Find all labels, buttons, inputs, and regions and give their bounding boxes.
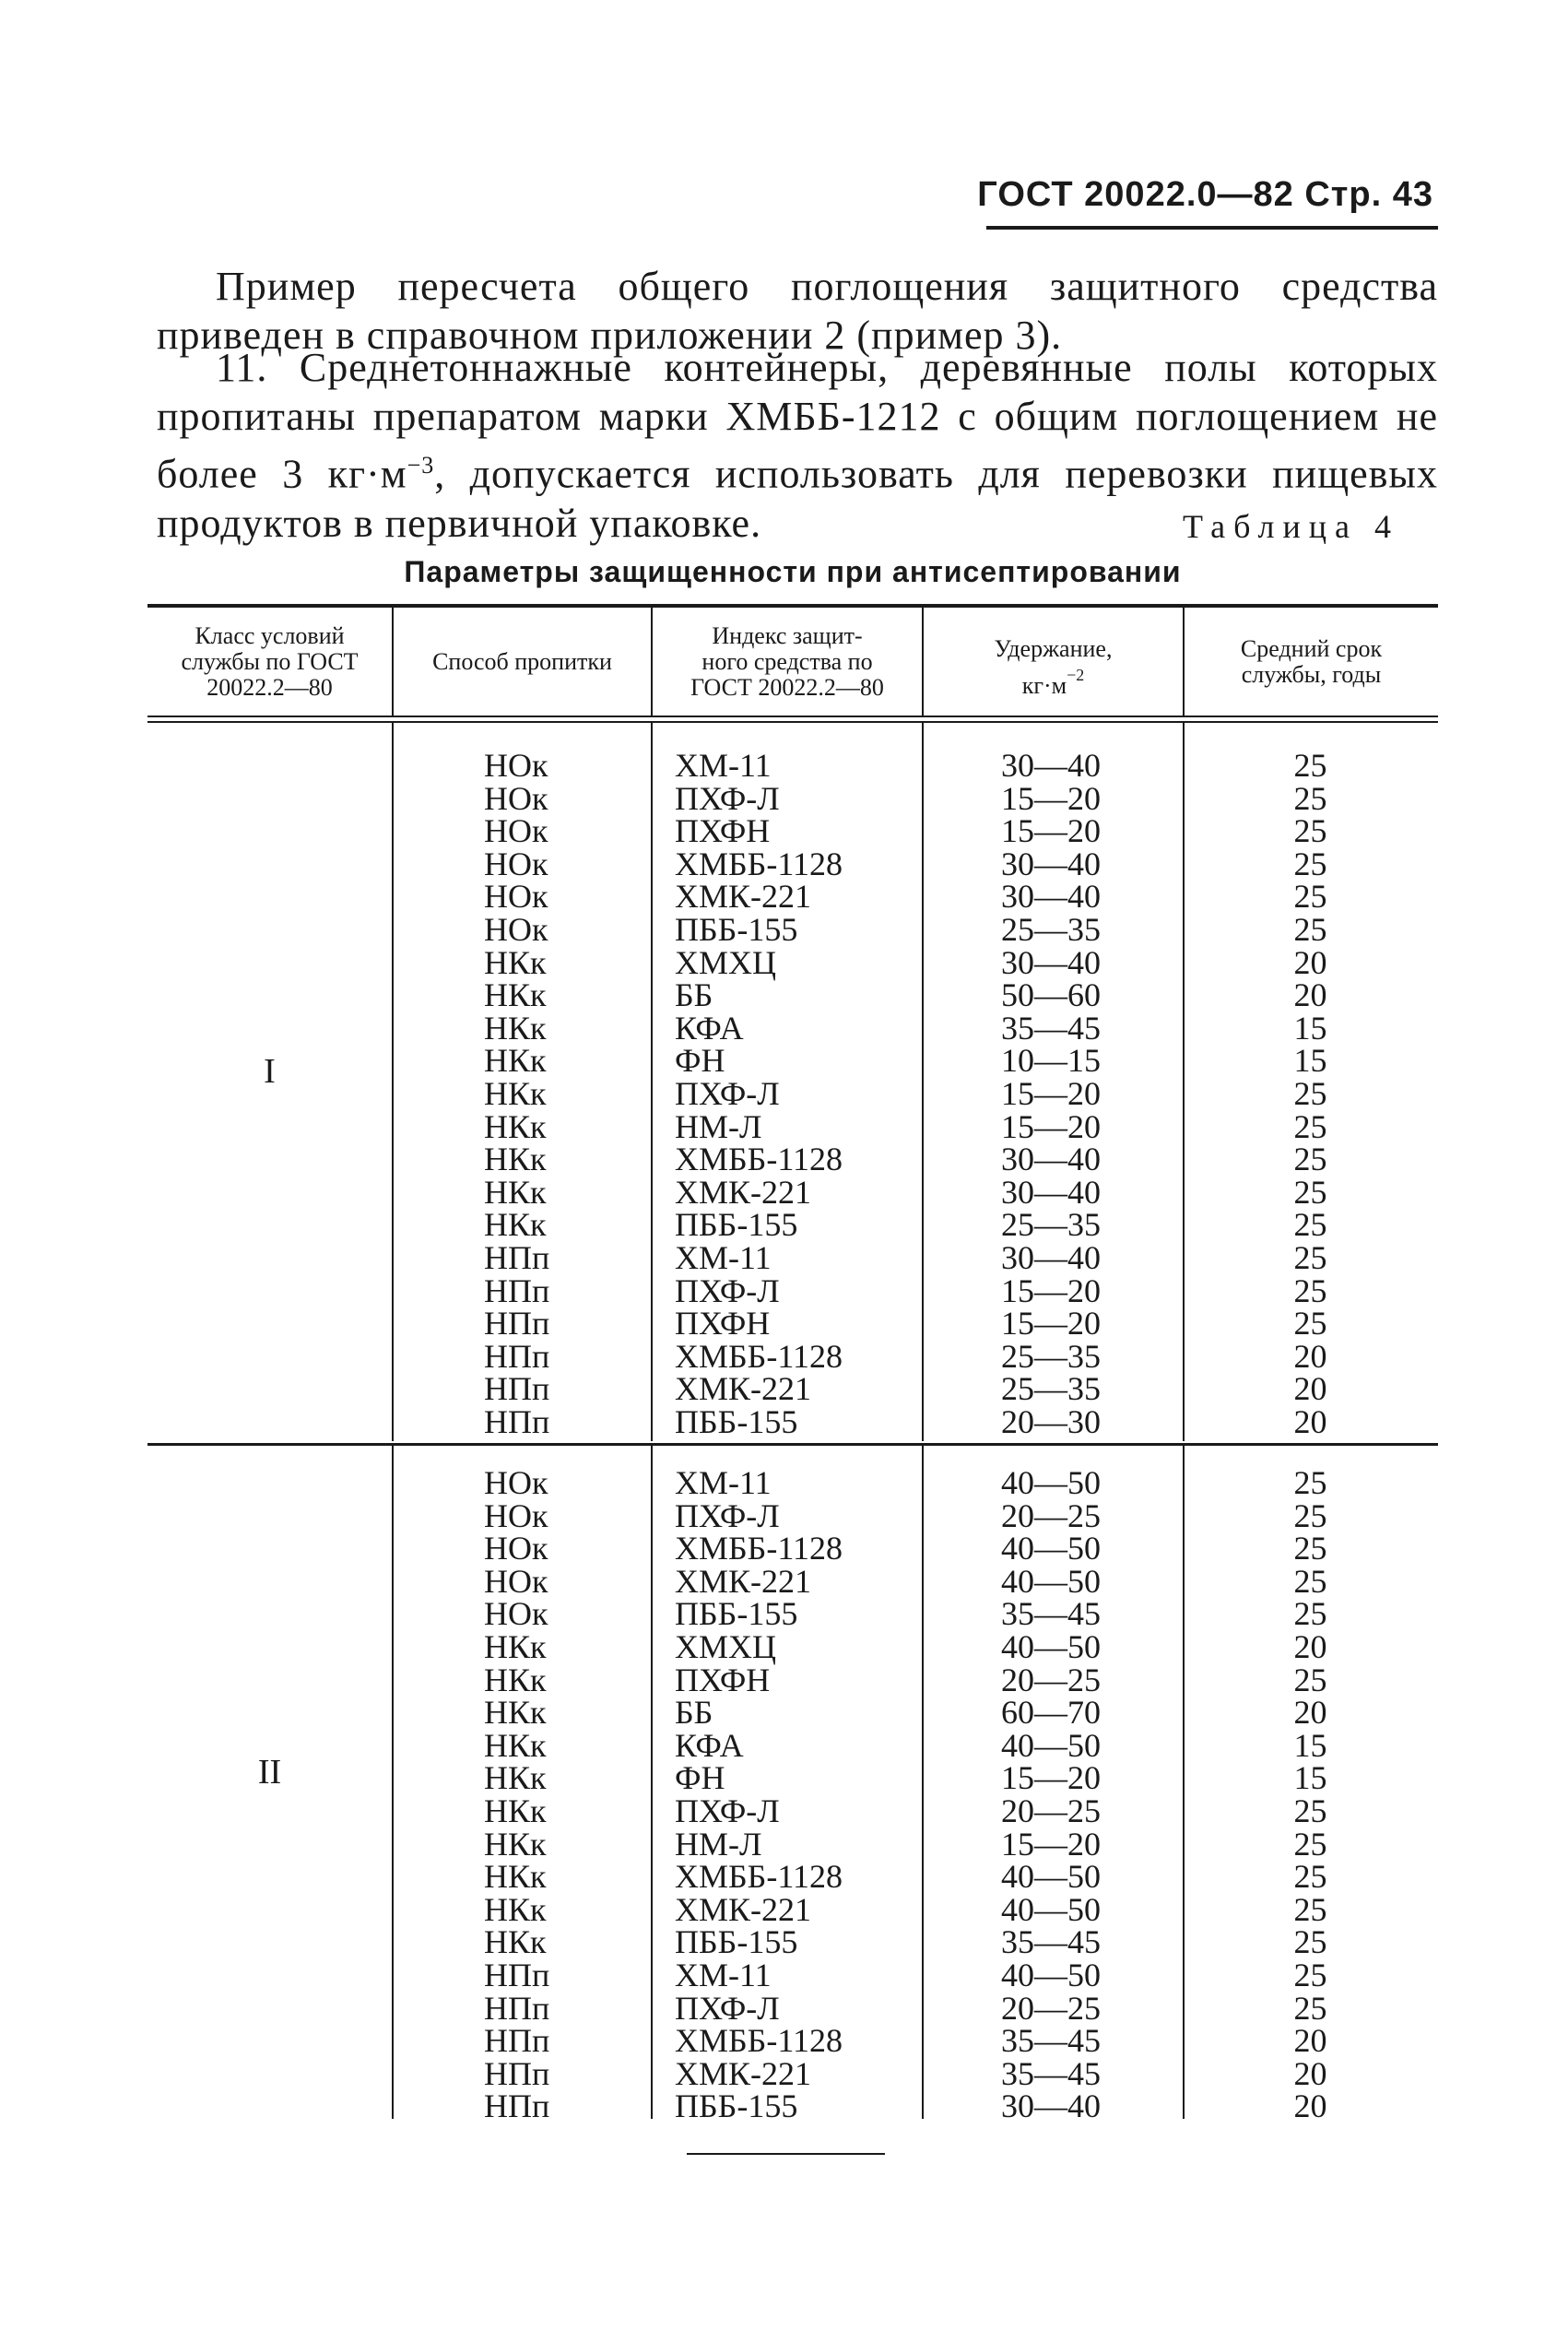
cell-method: НКк <box>484 1726 547 1764</box>
paragraph-example: Пример пересчета общего поглощения защитного средства приведен в справочном приложении 2 (пример 3). <box>157 264 1438 358</box>
table-row <box>0 913 1568 946</box>
table-row <box>0 1759 1568 1797</box>
cell-method: НОк <box>484 812 548 850</box>
cell-method: НОк <box>484 1496 548 1534</box>
header-class-line-1: Класс условий <box>195 622 345 649</box>
cell-index: ХМББ-1128 <box>675 1337 843 1375</box>
header-life <box>1185 636 1438 688</box>
cell-life: 25 <box>1293 1825 1327 1863</box>
cell-index: ХМ-11 <box>675 1464 772 1501</box>
cell-method: НПп <box>484 1989 550 2027</box>
cell-index: ХМ-11 <box>675 747 772 784</box>
cell-life: 25 <box>1293 1923 1327 1961</box>
paragraph-clause-11-exponent: −3 <box>407 452 435 479</box>
table-row <box>0 943 1568 981</box>
cell-index: ПХФН <box>675 1661 771 1698</box>
cell-index: ХМББ-1128 <box>675 845 843 882</box>
table-row <box>0 1562 1568 1600</box>
cell-retention: 40—50 <box>1001 1726 1101 1764</box>
header-life-line-1: Средний срок <box>1240 635 1383 662</box>
header-index-line-1: Индекс защит- <box>712 622 863 649</box>
class-label: I <box>264 1052 276 1091</box>
cell-index: ХМК-221 <box>675 1370 812 1408</box>
cell-index: ПББ-155 <box>675 2088 798 2125</box>
cell-method: НПп <box>484 1239 550 1276</box>
cell-method: НКк <box>484 1923 547 1961</box>
cell-life: 15 <box>1293 1042 1327 1080</box>
table-row <box>0 779 1568 817</box>
header-class-line-3: 20022.2—80 <box>206 674 333 701</box>
cell-retention: 30—40 <box>1001 1173 1101 1211</box>
cell-index: ПХФ-Л <box>675 1271 780 1309</box>
cell-retention: 25—35 <box>1001 911 1101 948</box>
cell-method: НОк <box>484 878 548 916</box>
cell-index: ПХФ-Л <box>675 779 780 817</box>
cell-life: 25 <box>1293 1792 1327 1829</box>
cell-index: ХМ-11 <box>675 1239 772 1276</box>
header-index-line-3: ГОСТ 20022.2—80 <box>690 674 884 701</box>
cell-method: НОк <box>484 747 548 784</box>
cell-method: НПп <box>484 1957 550 1993</box>
table-row <box>0 1858 1568 1896</box>
cell-index: ХМК-221 <box>675 2054 812 2092</box>
cell-index: ХМББ-1128 <box>675 1858 843 1896</box>
table-row <box>0 1307 1568 1340</box>
table-row <box>0 1077 1568 1110</box>
cell-retention: 40—50 <box>1001 1530 1101 1567</box>
cell-index: НМ-Л <box>675 1107 762 1145</box>
paragraph-clause-11-part1: 11. Среднетоннажные контейнеры, деревянные полы которых пропитаны препаратом марки ХМББ-1212 с общим поглощением не более 3 кг·м <box>157 345 1438 497</box>
table-row <box>0 1726 1568 1764</box>
cell-method: НКк <box>484 1141 547 1178</box>
table-row <box>0 847 1568 881</box>
cell-life: 25 <box>1293 1075 1327 1112</box>
cell-retention: 10—15 <box>1001 1042 1101 1080</box>
cell-index: ХМК-221 <box>675 878 812 916</box>
cell-life: 25 <box>1293 1464 1327 1501</box>
cell-method: НОк <box>484 779 548 817</box>
header-class-line-2: службы по ГОСТ <box>181 648 359 675</box>
table-row <box>0 1630 1568 1663</box>
table-row <box>0 1142 1568 1176</box>
table-row <box>0 1011 1568 1045</box>
header-retention-unit: кг·м <box>1021 672 1067 699</box>
table-row <box>0 1989 1568 2027</box>
cell-index: ФН <box>675 1042 725 1080</box>
header-life-line-2: службы, годы <box>1241 661 1382 688</box>
cell-life: 25 <box>1293 1496 1327 1534</box>
cell-method: НКк <box>484 1009 547 1047</box>
cell-method: НПп <box>484 1403 550 1440</box>
table-row <box>0 976 1568 1014</box>
cell-life: 25 <box>1293 1858 1327 1896</box>
cell-life: 20 <box>1293 1337 1327 1375</box>
cell-retention: 15—20 <box>1001 1271 1101 1309</box>
header-class <box>147 623 392 701</box>
cell-life: 25 <box>1293 1206 1327 1244</box>
cell-method: НКк <box>484 1825 547 1863</box>
table-row <box>0 1271 1568 1309</box>
table-label: Таблица 4 <box>1183 508 1399 545</box>
cell-retention: 35—45 <box>1001 1923 1101 1961</box>
table-row <box>0 1206 1568 1244</box>
header-retention-line-2 <box>924 662 1183 699</box>
cell-method: НПп <box>484 2054 550 2092</box>
cell-index: КФА <box>675 1726 744 1764</box>
cell-index: ПХФ-Л <box>675 1496 780 1534</box>
cell-retention: 15—20 <box>1001 1305 1101 1342</box>
cell-retention: 20—25 <box>1001 1661 1101 1698</box>
cell-retention: 25—35 <box>1001 1337 1101 1375</box>
table-row <box>0 2089 1568 2123</box>
table-title: Параметры защищенности при антисептировании <box>404 555 1182 588</box>
cell-method: НОк <box>484 1530 548 1567</box>
cell-retention: 40—50 <box>1001 1957 1101 1993</box>
cell-method: НПп <box>484 1271 550 1309</box>
table-top-rule <box>147 604 1438 608</box>
cell-index: ХМК-221 <box>675 1562 812 1600</box>
page-header: ГОСТ 20022.0—82 Стр. 43 <box>977 175 1433 214</box>
table-row <box>0 1496 1568 1534</box>
cell-life: 25 <box>1293 1595 1327 1633</box>
cell-retention: 30—40 <box>1001 2088 1101 2125</box>
cell-retention: 15—20 <box>1001 1759 1101 1797</box>
cell-method: НКк <box>484 1694 547 1732</box>
cell-life: 20 <box>1293 1403 1327 1440</box>
cell-retention: 40—50 <box>1001 1464 1101 1501</box>
cell-method: НПп <box>484 1337 550 1375</box>
header-retention-line-1: Удержание, <box>994 635 1113 662</box>
cell-index: ПББ-155 <box>675 1595 798 1633</box>
cell-retention: 25—35 <box>1001 1206 1101 1244</box>
cell-method: НОк <box>484 1464 548 1501</box>
table-row <box>0 1532 1568 1565</box>
cell-index: ПХФ-Л <box>675 1075 780 1112</box>
table-row <box>0 1890 1568 1928</box>
cell-life: 25 <box>1293 1271 1327 1309</box>
end-of-table-rule <box>687 2153 885 2155</box>
header-method-label: Способ пропитки <box>432 648 612 675</box>
table-row <box>0 1173 1568 1211</box>
cell-method: НОк <box>484 845 548 882</box>
cell-life: 25 <box>1293 1305 1327 1342</box>
cell-method: НПп <box>484 2088 550 2125</box>
header-retention-exponent: −2 <box>1067 666 1085 684</box>
table-row <box>0 1694 1568 1732</box>
cell-retention: 15—20 <box>1001 812 1101 850</box>
cell-method: НПп <box>484 1305 550 1342</box>
cell-index: ПХФ-Л <box>675 1792 780 1829</box>
cell-life: 25 <box>1293 1890 1327 1928</box>
table-row <box>0 2054 1568 2092</box>
cell-method: НКк <box>484 1890 547 1928</box>
cell-method: НКк <box>484 1206 547 1244</box>
cell-retention: 50—60 <box>1001 976 1101 1014</box>
table-row <box>0 878 1568 916</box>
cell-method: НКк <box>484 1628 547 1665</box>
header-retention <box>924 636 1183 699</box>
cell-retention: 25—35 <box>1001 1370 1101 1408</box>
table-row <box>0 1337 1568 1375</box>
table-row <box>0 1370 1568 1408</box>
cell-index: ХМК-221 <box>675 1173 812 1211</box>
cell-index: ПББ-155 <box>675 1403 798 1440</box>
cell-life: 20 <box>1293 976 1327 1014</box>
cell-life: 25 <box>1293 1173 1327 1211</box>
cell-index: ПХФ-Л <box>675 1989 780 2027</box>
cell-index: ПХФН <box>675 1305 771 1342</box>
cell-life: 20 <box>1293 943 1327 981</box>
cell-life: 20 <box>1293 2054 1327 2092</box>
cell-retention: 40—50 <box>1001 1628 1101 1665</box>
cell-retention: 30—40 <box>1001 747 1101 784</box>
cell-retention: 40—50 <box>1001 1890 1101 1928</box>
cell-life: 25 <box>1293 1530 1327 1567</box>
table-row <box>0 1042 1568 1080</box>
cell-method: НПп <box>484 1370 550 1408</box>
cell-life: 25 <box>1293 812 1327 850</box>
cell-retention: 35—45 <box>1001 2054 1101 2092</box>
cell-retention: 35—45 <box>1001 1009 1101 1047</box>
cell-retention: 40—50 <box>1001 1562 1101 1600</box>
cell-life: 15 <box>1293 1726 1327 1764</box>
class-label: II <box>257 1753 282 1792</box>
cell-retention: 30—40 <box>1001 878 1101 916</box>
group-separator-rule <box>147 1443 1438 1446</box>
cell-life: 25 <box>1293 1661 1327 1698</box>
table-row <box>0 1595 1568 1633</box>
cell-life: 25 <box>1293 1957 1327 1993</box>
cell-retention: 35—45 <box>1001 2022 1101 2060</box>
cell-method: НКк <box>484 1173 547 1211</box>
table-row <box>0 1923 1568 1961</box>
cell-method: НПп <box>484 2022 550 2060</box>
cell-retention: 30—40 <box>1001 1141 1101 1178</box>
cell-method: НКк <box>484 1661 547 1698</box>
cell-index: НМ-Л <box>675 1825 762 1863</box>
cell-index: ПХФН <box>675 812 771 850</box>
cell-method: НКк <box>484 1858 547 1896</box>
header-index <box>653 623 922 701</box>
cell-life: 25 <box>1293 1989 1327 2027</box>
cell-retention: 20—25 <box>1001 1792 1101 1829</box>
cell-retention: 30—40 <box>1001 1239 1101 1276</box>
cell-life: 25 <box>1293 845 1327 882</box>
cell-life: 25 <box>1293 1141 1327 1178</box>
cell-method: НОк <box>484 1562 548 1600</box>
cell-life: 25 <box>1293 1562 1327 1600</box>
cell-index: ПББ-155 <box>675 1206 798 1244</box>
cell-life: 25 <box>1293 779 1327 817</box>
cell-life: 20 <box>1293 1628 1327 1665</box>
table-header-rule-2 <box>147 721 1438 723</box>
table-row <box>0 1958 1568 1992</box>
table-row <box>0 2022 1568 2060</box>
table-row <box>0 1663 1568 1697</box>
cell-retention: 15—20 <box>1001 1825 1101 1863</box>
cell-index: ХМК-221 <box>675 1890 812 1928</box>
cell-retention: 35—45 <box>1001 1595 1101 1633</box>
cell-method: НОк <box>484 911 548 948</box>
cell-index: ХМ-11 <box>675 1957 772 1993</box>
table-row <box>0 1827 1568 1861</box>
cell-method: НКк <box>484 943 547 981</box>
table-row <box>0 1405 1568 1438</box>
cell-life: 15 <box>1293 1759 1327 1797</box>
header-rule <box>986 226 1438 230</box>
cell-index: КФА <box>675 1009 744 1047</box>
cell-life: 25 <box>1293 747 1327 784</box>
cell-method: НКк <box>484 1792 547 1829</box>
cell-index: ПББ-155 <box>675 1923 798 1961</box>
cell-index: ПББ-155 <box>675 911 798 948</box>
cell-method: НКк <box>484 1042 547 1080</box>
cell-method: НОк <box>484 1595 548 1633</box>
cell-life: 20 <box>1293 2022 1327 2060</box>
cell-retention: 15—20 <box>1001 1107 1101 1145</box>
table-row <box>0 1107 1568 1145</box>
cell-method: НКк <box>484 976 547 1014</box>
cell-index: ХМББ-1128 <box>675 1530 843 1567</box>
cell-method: НКк <box>484 1075 547 1112</box>
cell-life: 20 <box>1293 1694 1327 1732</box>
header-index-line-2: ного средства по <box>701 648 873 675</box>
cell-life: 20 <box>1293 2088 1327 2125</box>
cell-index: ББ <box>675 1694 713 1732</box>
cell-index: ХМББ-1128 <box>675 2022 843 2060</box>
cell-index: ХМХЦ <box>675 943 777 981</box>
table-row <box>0 1794 1568 1827</box>
cell-retention: 40—50 <box>1001 1858 1101 1896</box>
cell-retention: 20—30 <box>1001 1403 1101 1440</box>
cell-retention: 30—40 <box>1001 845 1101 882</box>
cell-retention: 60—70 <box>1001 1694 1101 1732</box>
cell-retention: 20—25 <box>1001 1989 1101 2027</box>
cell-life: 25 <box>1293 911 1327 948</box>
table-row <box>0 1466 1568 1499</box>
cell-index: ББ <box>675 976 713 1014</box>
cell-index: ХМХЦ <box>675 1628 777 1665</box>
cell-retention: 30—40 <box>1001 943 1101 981</box>
cell-index: ХМББ-1128 <box>675 1141 843 1178</box>
table-row <box>0 1241 1568 1274</box>
table-row <box>0 749 1568 782</box>
cell-life: 25 <box>1293 1239 1327 1276</box>
cell-method: НКк <box>484 1759 547 1797</box>
cell-life: 25 <box>1293 1107 1327 1145</box>
cell-life: 20 <box>1293 1370 1327 1408</box>
cell-life: 15 <box>1293 1009 1327 1047</box>
cell-index: ФН <box>675 1759 725 1797</box>
cell-life: 25 <box>1293 878 1327 916</box>
paragraph-clause-11-part2: , допускается использовать для перевозки пищевых продуктов в первичной упаковке. <box>157 451 1438 546</box>
table-header-rule-1 <box>147 716 1438 717</box>
cell-retention: 20—25 <box>1001 1496 1101 1534</box>
table-row <box>0 812 1568 850</box>
header-method <box>394 649 651 675</box>
cell-method: НКк <box>484 1107 547 1145</box>
cell-retention: 15—20 <box>1001 1075 1101 1112</box>
cell-retention: 15—20 <box>1001 779 1101 817</box>
